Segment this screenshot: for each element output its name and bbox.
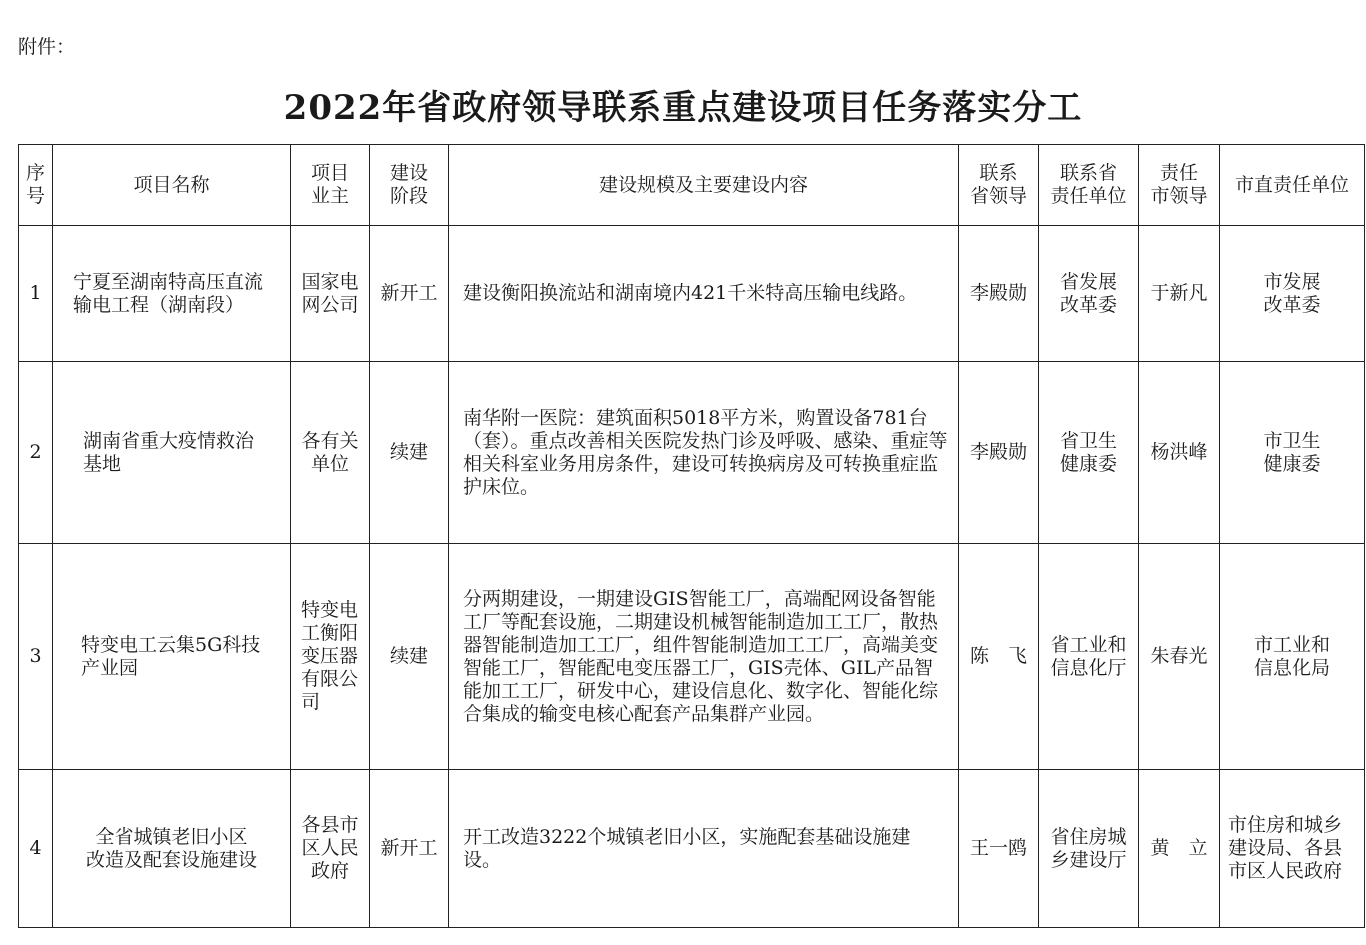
cell-city-leader: 于新凡 [1139,226,1220,362]
cell-stage: 新开工 [370,226,449,362]
cell-content: 南华附一医院：建筑面积5018平方米，购置设备781台（套）。重点改善相关医院发热门诊及呼吸、感染、重症等相关科室业务用房条件，建设可转换病房及可转换重症监护床位。 [449,362,959,544]
table-row [19,544,1365,770]
cell-content: 开工改造3222个城镇老旧小区，实施配套基础设施建设。 [449,770,959,928]
cell-owner: 各县市 区人民 政府 [291,770,370,928]
table-row [19,226,1365,362]
cell-seq: 3 [19,544,53,770]
cell-name: 宁夏至湖南特高压直流 输电工程（湖南段） [53,226,291,362]
attachment-label: 附件： [18,36,76,58]
cell-city-unit: 市住房和城乡 建设局、各县 市区人民政府 [1220,770,1365,928]
cell-name: 全省城镇老旧小区 改造及配套设施建设 [53,770,291,928]
cell-prov-unit: 省卫生 健康委 [1039,362,1139,544]
cell-prov-unit: 省工业和 信息化厅 [1039,544,1139,770]
header-seq: 序 号 [19,145,53,226]
header-leader: 联系 省领导 [959,145,1039,226]
header-city-unit: 市直责任单位 [1220,145,1365,226]
cell-stage: 新开工 [370,770,449,928]
table-header-row [19,145,1365,226]
cell-content: 分两期建设，一期建设GIS智能工厂，高端配网设备智能工厂等配套设施，二期建设机械智能制造加工工厂，散热器智能制造加工工厂，组件智能制造加工工厂，高端美变智能工厂，智能配电变压器工厂，GIS壳体、GIL产品智能加工工厂，研发中心，建设信息化、数字化、智能化综合集成的输变电核心配套产品集群产业园。 [449,544,959,770]
cell-seq: 4 [19,770,53,928]
cell-city-leader: 黄 立 [1139,770,1220,928]
header-city-leader: 责任 市领导 [1139,145,1220,226]
cell-city-unit: 市工业和 信息化局 [1220,544,1365,770]
task-table [18,144,1365,928]
cell-leader: 李殿勋 [959,362,1039,544]
table-row [19,770,1365,928]
cell-prov-unit: 省住房城 乡建设厅 [1039,770,1139,928]
cell-owner: 各有关 单位 [291,362,370,544]
cell-owner: 特变电 工衡阳 变压器 有限公 司 [291,544,370,770]
header-owner: 项目 业主 [291,145,370,226]
document-title: 2022年省政府领导联系重点建设项目任务落实分工 [283,88,1083,128]
cell-content: 建设衡阳换流站和湖南境内421千米特高压输电线路。 [449,226,959,362]
cell-city-unit: 市卫生 健康委 [1220,362,1365,544]
cell-leader: 王一鸥 [959,770,1039,928]
cell-owner: 国家电 网公司 [291,226,370,362]
cell-name: 特变电工云集5G科技 产业园 [53,544,291,770]
header-stage: 建设 阶段 [370,145,449,226]
table-row [19,362,1365,544]
cell-stage: 续建 [370,544,449,770]
cell-city-leader: 朱春光 [1139,544,1220,770]
cell-name: 湖南省重大疫情救治 基地 [53,362,291,544]
cell-prov-unit: 省发展 改革委 [1039,226,1139,362]
cell-city-leader: 杨洪峰 [1139,362,1220,544]
cell-city-unit: 市发展 改革委 [1220,226,1365,362]
header-content: 建设规模及主要建设内容 [449,145,959,226]
cell-leader: 陈 飞 [959,544,1039,770]
cell-leader: 李殿勋 [959,226,1039,362]
cell-seq: 2 [19,362,53,544]
cell-seq: 1 [19,226,53,362]
cell-stage: 续建 [370,362,449,544]
header-name: 项目名称 [53,145,291,226]
header-prov-unit: 联系省 责任单位 [1039,145,1139,226]
